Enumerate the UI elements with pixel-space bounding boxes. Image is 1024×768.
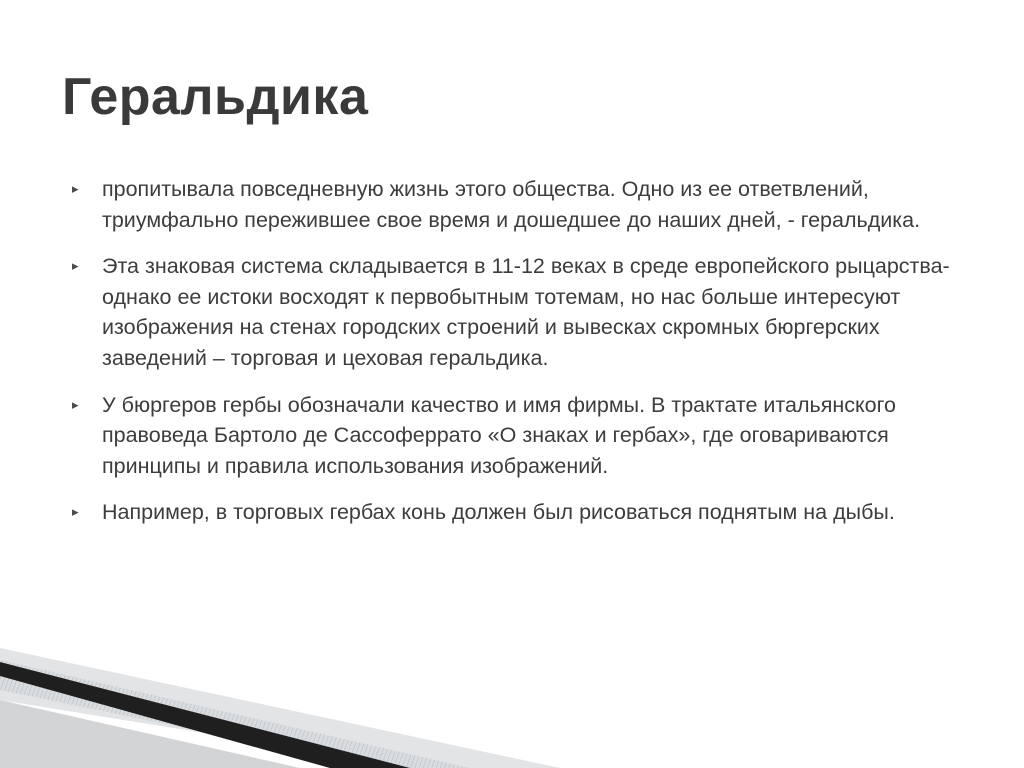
bullet-item	[70, 497, 950, 528]
bullet-text: Например, в торговых гербах конь должен был рисоваться поднятым на дыбы.	[102, 500, 895, 525]
bullet-text: Эта знаковая система складывается в 11-12 веках в среде европейского рыцарства- однако ее истоки восходят к первобытным тотемам, но нас больше интересуют изображения на стенах городских строений и вывесках скромных бюргерских заведений – торговая и цеховая геральдика.	[102, 254, 950, 370]
triangle-right-icon: ▸	[72, 258, 79, 274]
bullet-text: У бюргеров гербы обозначали качество и имя фирмы. В трактате итальянского правоведа Бартоло де Сассоферрато «О знаках и гербах», где оговариваются принципы и правила использования изображений.	[102, 392, 896, 478]
bullet-item	[70, 390, 950, 482]
slide-title: Геральдика	[62, 68, 369, 126]
bullet-text: пропитывала повседневную жизнь этого общества. Одно из ее ответвлений, триумфально пережившее свое время и дошедшее до наших дней, - геральдика.	[102, 177, 921, 232]
bullet-item	[70, 174, 950, 235]
triangle-right-icon: ▸	[72, 181, 79, 196]
triangle-right-icon: ▸	[72, 504, 79, 520]
triangle-right-icon: ▸	[72, 396, 79, 412]
bullet-item	[70, 251, 950, 373]
bullet-list	[70, 174, 950, 544]
